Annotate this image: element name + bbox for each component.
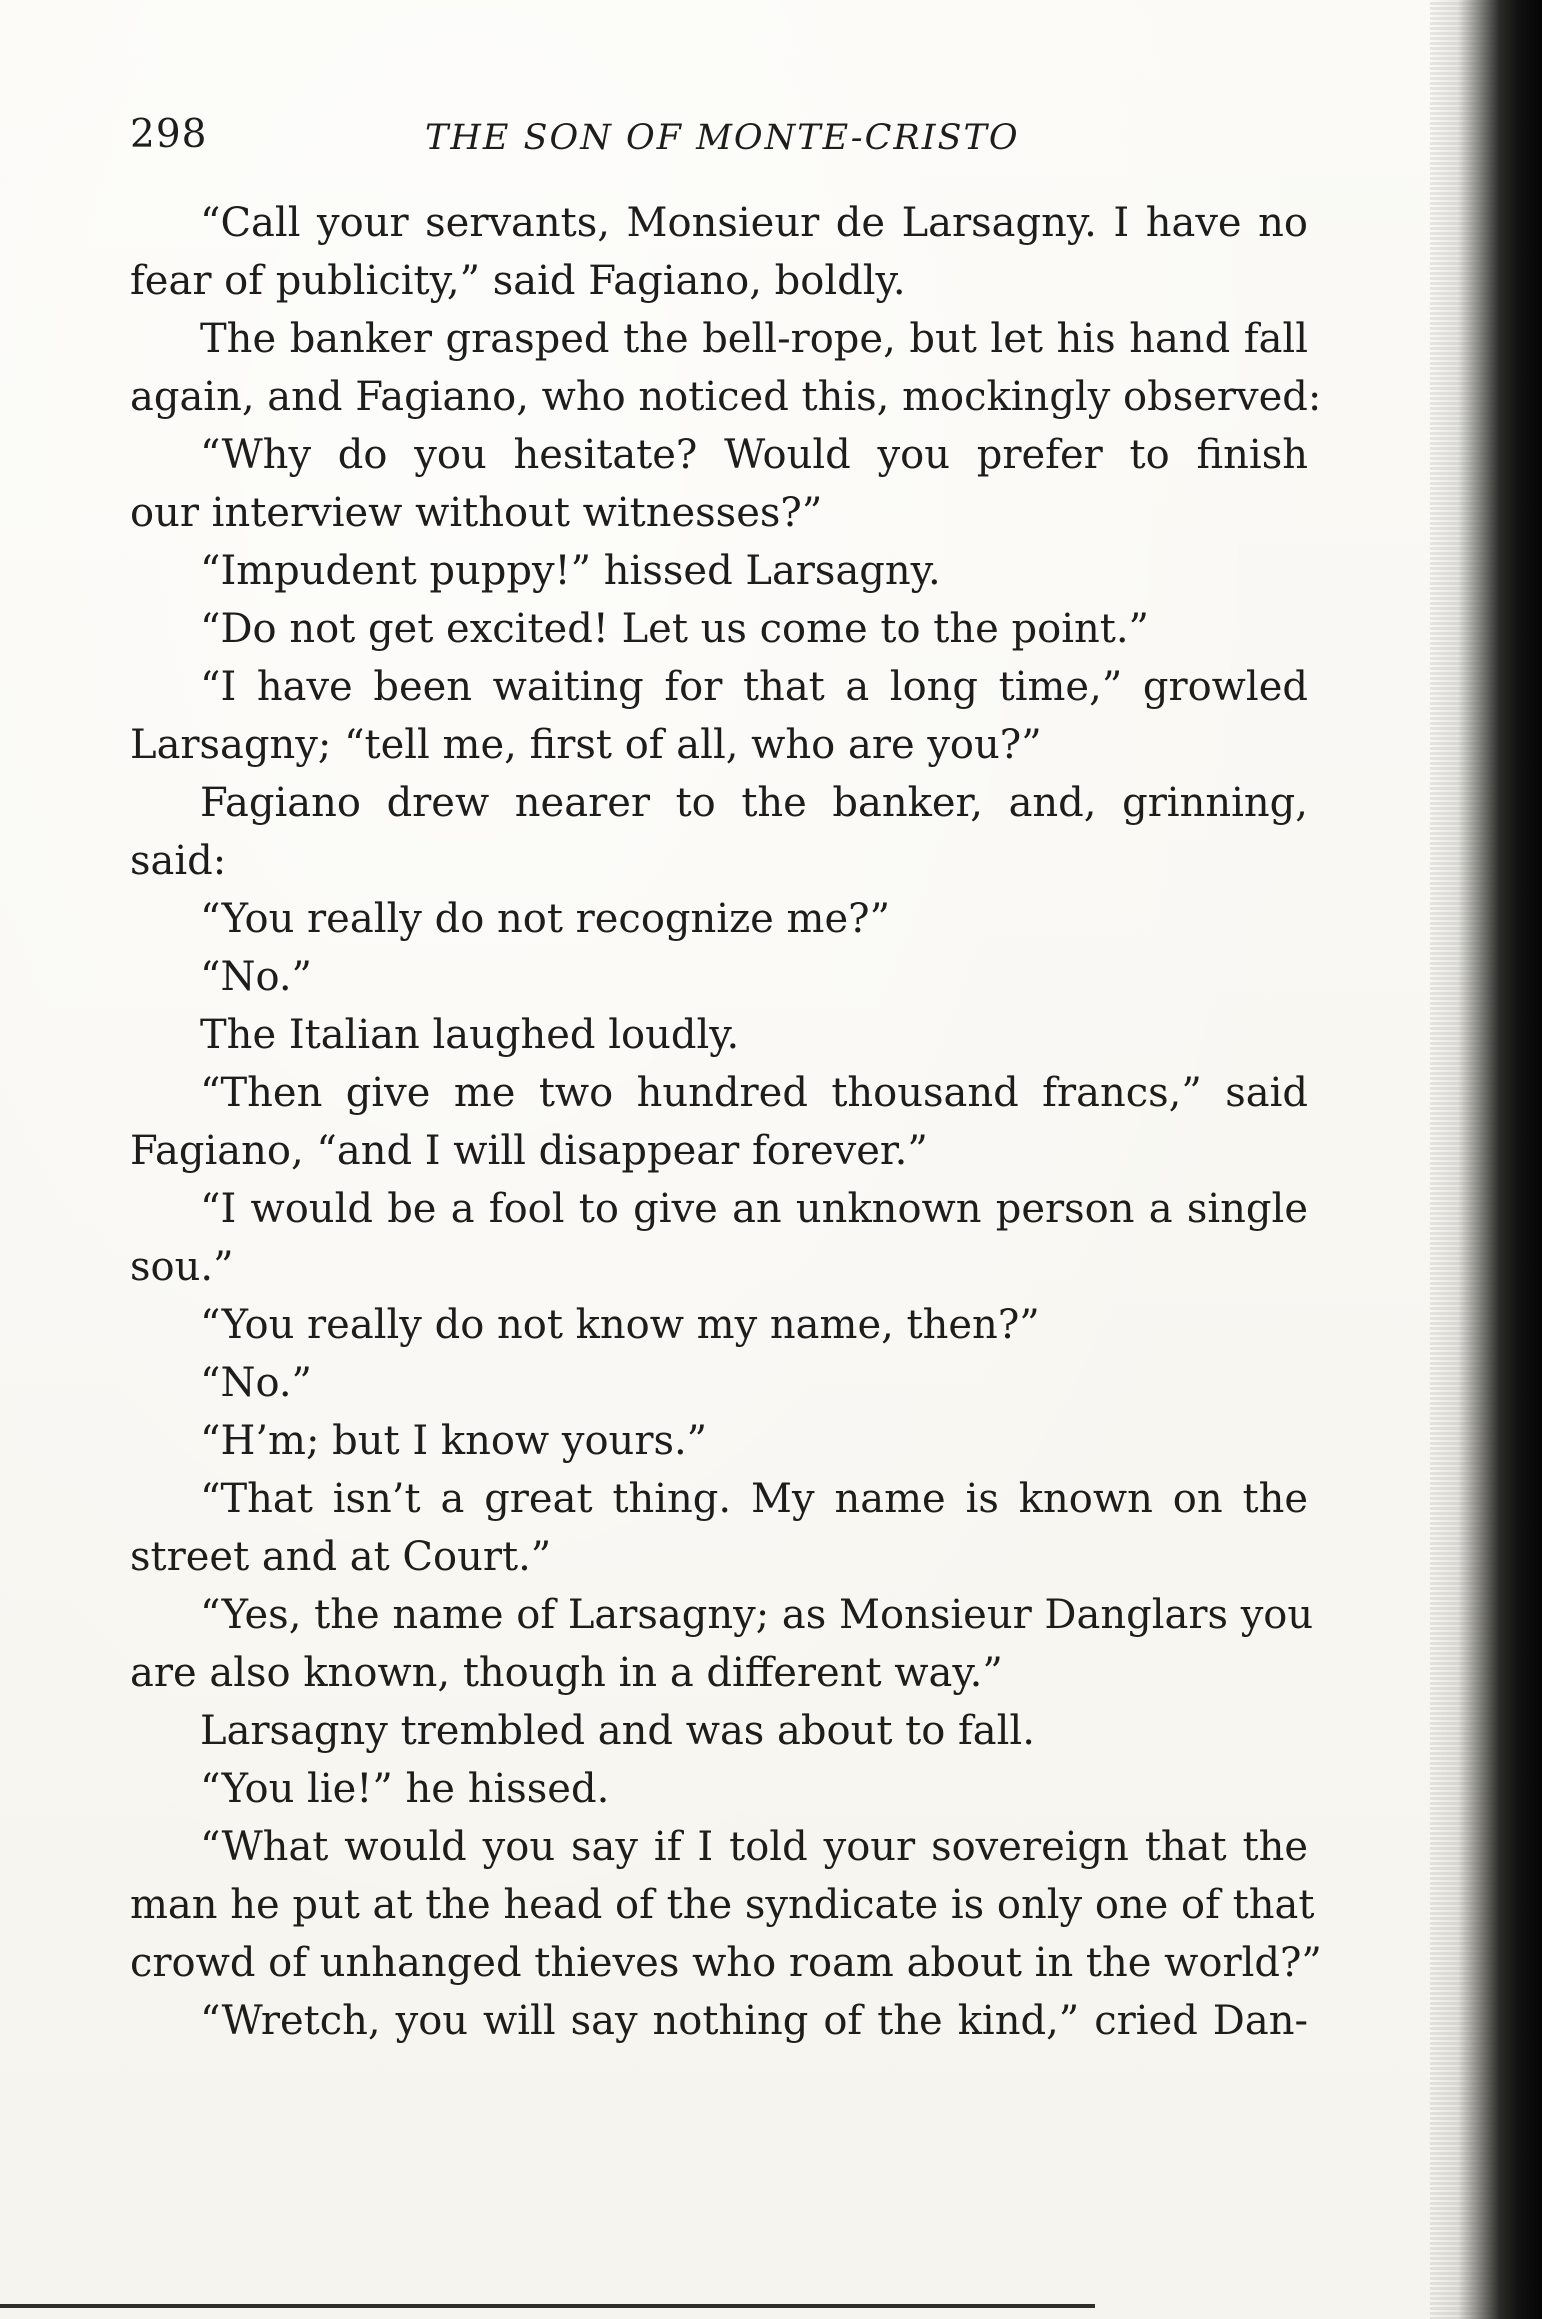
text-line: “Impudent puppy!” hissed Larsagny.: [200, 548, 941, 594]
text-line: “You really do not know my name, then?”: [200, 1302, 1040, 1348]
text-line: again, and Fagiano, who noticed this, mockingly observed:: [130, 374, 1322, 420]
text-line: “What would you say if I told your sovereign that the: [200, 1824, 1308, 1870]
text-line: The banker grasped the bell-rope, but let his hand fall: [200, 316, 1308, 362]
page-header: [130, 112, 1300, 172]
text-line: “I would be a fool to give an unknown person a single: [200, 1186, 1308, 1232]
text-line: “H’m; but I know yours.”: [200, 1418, 708, 1464]
text-line: “That isn’t a great thing. My name is known on the: [200, 1476, 1308, 1522]
text-line: Larsagny trembled and was about to fall.: [200, 1708, 1035, 1754]
bottom-rule: [0, 2304, 1095, 2308]
text-line: “Then give me two hundred thousand francs,” said: [200, 1070, 1308, 1116]
page-text: [130, 194, 1322, 2050]
text-line: “Call your servants, Monsieur de Larsagny. I have no: [200, 200, 1308, 246]
text-line: The Italian laughed loudly.: [200, 1012, 740, 1058]
text-line: “I have been waiting for that a long time,” growled: [200, 664, 1308, 710]
text-line: “Wretch, you will say nothing of the kind,” cried Dan-: [200, 1998, 1308, 2044]
text-line: Larsagny; “tell me, first of all, who are you?”: [130, 722, 1042, 768]
text-line: “No.”: [200, 1360, 312, 1406]
text-line: our interview without witnesses?”: [130, 490, 823, 536]
text-line: are also known, though in a different way.”: [130, 1650, 1003, 1696]
book-spine-shadow: [1430, 0, 1542, 2319]
text-line: fear of publicity,” said Fagiano, boldly.: [130, 258, 906, 304]
text-line: Fagiano, “and I will disappear forever.”: [130, 1128, 928, 1174]
text-line: “No.”: [200, 954, 312, 1000]
running-title: THE SON OF MONTE-CRISTO: [425, 118, 1020, 158]
text-line: crowd of unhanged thieves who roam about in the world?”: [130, 1940, 1322, 1986]
page-number: 298: [130, 112, 208, 157]
text-line: “You really do not recognize me?”: [200, 896, 891, 942]
text-line: “Yes, the name of Larsagny; as Monsieur Danglars you: [200, 1592, 1314, 1638]
text-line: Fagiano drew nearer to the banker, and, grinning,: [200, 780, 1308, 826]
text-line: said:: [130, 838, 227, 884]
text-line: street and at Court.”: [130, 1534, 552, 1580]
text-line: “Do not get excited! Let us come to the point.”: [200, 606, 1149, 652]
text-line: man he put at the head of the syndicate is only one of that: [130, 1882, 1315, 1928]
text-line: “Why do you hesitate? Would you prefer to finish: [200, 432, 1308, 478]
text-line: “You lie!” he hissed.: [200, 1766, 610, 1812]
text-line: sou.”: [130, 1244, 234, 1290]
